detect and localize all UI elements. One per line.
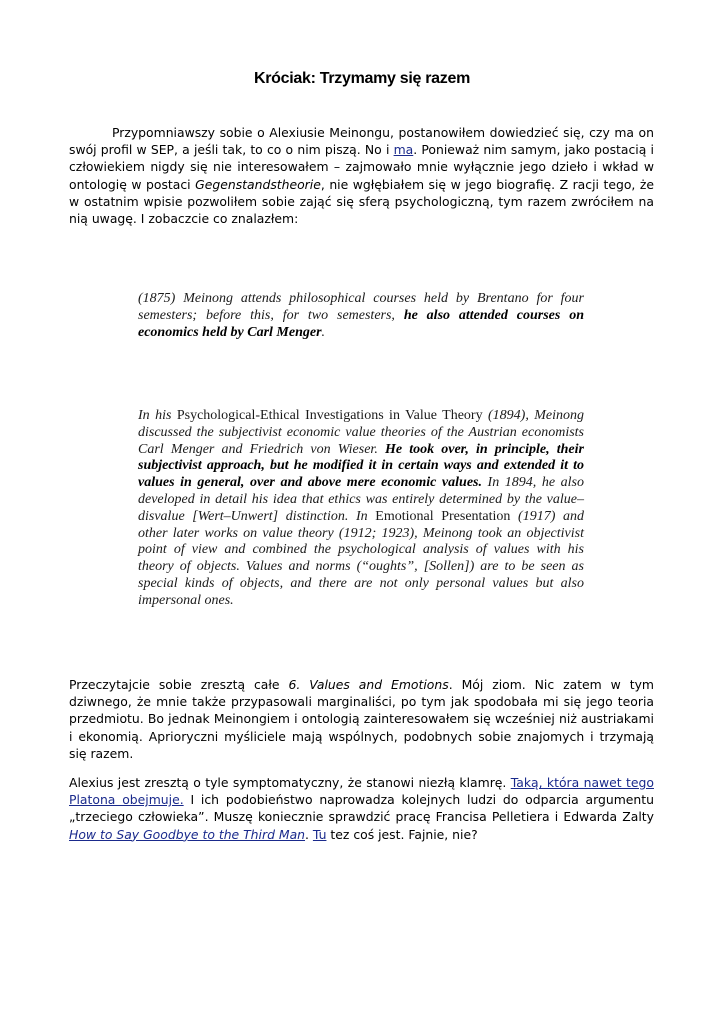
page-title: Króciak: Trzymamy się razem bbox=[253, 70, 471, 87]
quote-2-book-title-1: Psychological-Ethical Investigations in Value Theory bbox=[176, 408, 483, 423]
quote-2 bbox=[138, 408, 584, 610]
tu-link[interactable]: Tu bbox=[312, 826, 327, 842]
intro-paragraph bbox=[69, 124, 654, 227]
paragraph-2-text-2: . Mój ziom. Nic zatem w tym dziwnego, że mnie także przypasowali marginaliści, po tym jak spodobała mi się jego teoria przedmiotu. Bo jednak Meinongiem i ontologią zainteresowałem się wcześniej niż austriakami i ekonomią. Aprioryczni myśliciele mają wspólnych, podobnych sobie znajomych i trzymają się razem. bbox=[69, 677, 654, 761]
quote-1-text-2: . bbox=[321, 324, 326, 340]
quote-2-text-4: (1917) and other later works on value theory (1912; 1923), Meinong took an objectivist point of view and combined the psychological analysis of values with his theory of objects. Values and norms (“oughts”, [Sollen]) are to be seen as special kinds of objects, and there are not only personal values but also impersonal ones. bbox=[138, 508, 584, 608]
quote-2-text-3: In 1894, he also developed in detail his idea that ethics was entirely determined by the value–disvalue [Wert–Unwert] distinction. In bbox=[138, 475, 584, 524]
paragraph-3-text-2: I ich podobieństwo naprowadza kolejnych ludzi do odparcia argumentu „trzeciego człowieka”. Muszę koniecznie sprawdzić pracę Francisa Pelletiera i Edwarda Zalty bbox=[69, 792, 654, 825]
gegenstandstheorie-term: Gegenstandstheorie bbox=[195, 176, 321, 192]
ma-link[interactable]: ma bbox=[393, 142, 414, 158]
quote-2-book-title-2: Emotional Presentation bbox=[375, 508, 511, 524]
intro-text-3: , nie wgłębiałem się w jego biografię. Z racji tego, że w ostatnim wpisie pozwoliłem sobie zająć się sferą psychologiczną, tym razem zwróciłem na nią uwagę. I zobaczcie co znalazłem: bbox=[69, 176, 654, 227]
paragraph-3-text-4: tez coś jest. Fajnie, nie? bbox=[326, 826, 478, 842]
quote-1 bbox=[138, 291, 584, 341]
third-man-link[interactable]: How to Say Goodbye to the Third Man bbox=[69, 826, 306, 842]
paragraph-3 bbox=[69, 774, 654, 843]
paragraph-3-text-1: Alexius jest zresztą o tyle symptomatyczny, że stanowi niezłą klamrę. bbox=[69, 775, 511, 790]
paragraph-3-text-3: . bbox=[305, 826, 313, 842]
quote-1-bold: he also attended courses on economics held by Carl Menger bbox=[138, 307, 584, 340]
paragraph-2-text-1: Przeczytajcie sobie zresztą całe bbox=[69, 677, 289, 692]
quote-2-text-1: In his bbox=[138, 408, 177, 423]
quote-2-text-2: (1894), Meinong discussed the subjectivist economic value theories of the Austrian economists Carl Menger and Friedrich von Wieser. bbox=[138, 408, 584, 457]
paragraph-2 bbox=[69, 676, 654, 762]
quote-2-bold: He took over, in principle, their subjectivist approach, but he modified it in certain ways and extended it to values in general, over and above mere economic values. bbox=[138, 441, 584, 491]
intro-text-2: . Ponieważ nim samym, jako postacią i człowiekiem nigdy się nie interesowałem – zajmowało mnie wyłącznie jego dzieło i wkład w ontologię w postaci bbox=[69, 142, 654, 192]
platon-link[interactable]: Taką, która nawet tego Platona obejmuje. bbox=[69, 775, 654, 808]
values-emotions-section: 6. Values and Emotions bbox=[288, 677, 449, 692]
quote-1-text-1: (1875) Meinong attends philosophical courses held by Brentano for four semesters; before this, for two semesters, bbox=[138, 291, 584, 323]
intro-text-1: Przypomniawszy sobie o Alexiusie Meinongu, postanowiłem dowiedzieć się, czy ma on swój profil w SEP, a jeśli tak, to co o nim piszą. No i bbox=[69, 125, 654, 158]
